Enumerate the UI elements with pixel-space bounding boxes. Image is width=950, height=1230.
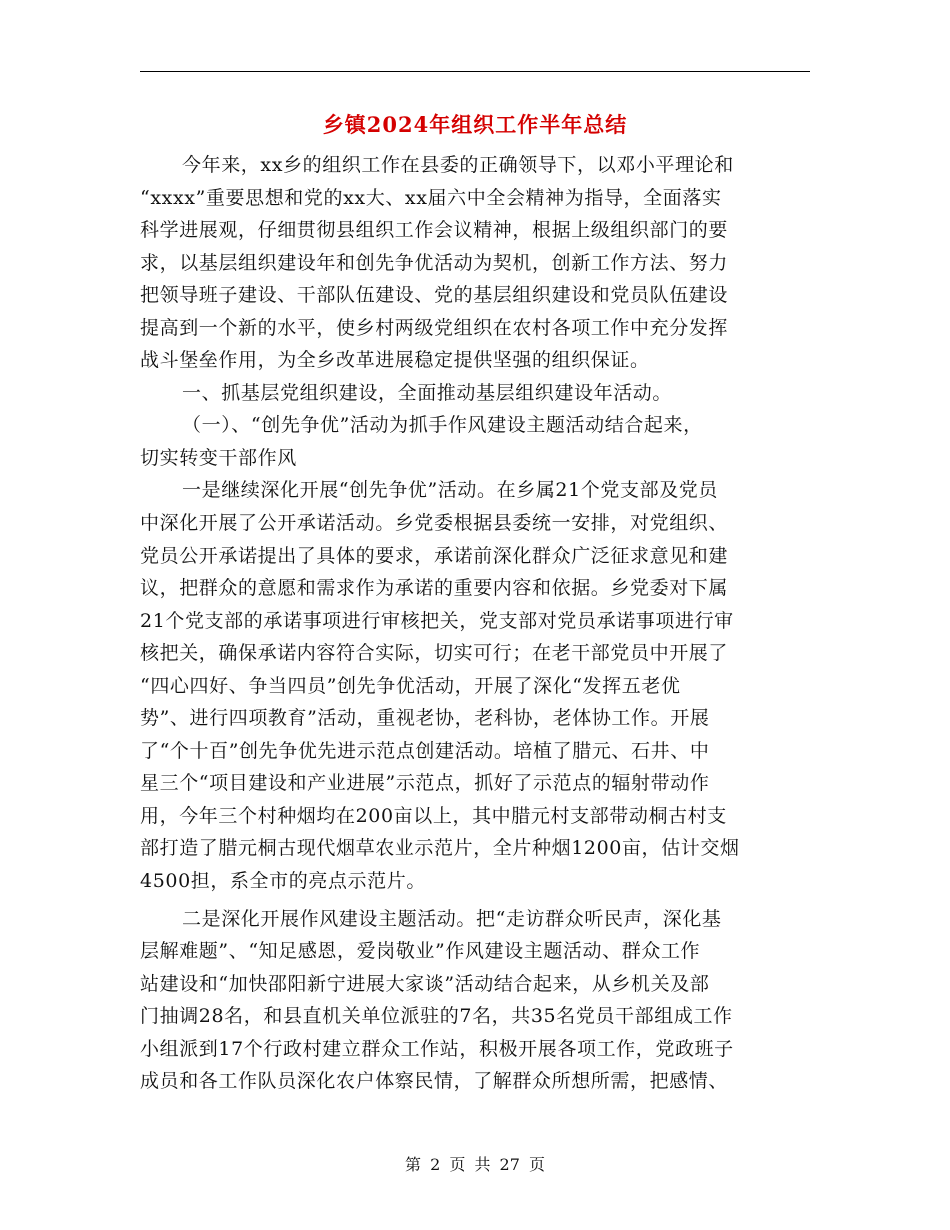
body-line: 门抽调28名，和县直机关单位派驻的7名，共35名党员干部组成工作 <box>140 1005 733 1028</box>
body-line: 站建设和“加快邵阳新宁进展大家谈”活动结合起来，从乡机关及部 <box>140 972 710 995</box>
body-line: 星三个“项目建设和产业进展”示范点，抓好了示范点的辐射带动作 <box>140 772 710 795</box>
body-line: 战斗堡垒作用，为全乡改革进展稳定提供坚强的组织保证。 <box>140 349 650 372</box>
body-line: 小组派到17个行政村建立群众工作站，积极开展各项工作，党政班子 <box>140 1037 734 1060</box>
body-line: 议，把群众的意愿和需求作为承诺的重要内容和依据。乡党委对下属 <box>140 577 729 600</box>
body-line: 用，今年三个村种烟均在200亩以上，其中腊元村支部带动桐古村支 <box>140 804 727 827</box>
body-line: 科学进展观，仔细贯彻县组织工作会议精神，根据上级组织部门的要 <box>140 219 729 242</box>
body-line: 了“个十百”创先争优先进示范点创建活动。培植了腊元、石井、中 <box>140 739 710 762</box>
body-line: 求，以基层组织建设年和创先争优活动为契机，创新工作方法、努力 <box>140 251 729 274</box>
body-line: 把领导班子建设、干部队伍建设、党的基层组织建设和党员队伍建设 <box>140 284 729 307</box>
body-line: 核把关，确保承诺内容符合实际，切实可行；在老干部党员中开展了 <box>140 642 729 665</box>
body-line: 层解难题”、“知足感恩，爱岗敬业”作风建设主题活动、群众工作 <box>140 940 701 963</box>
body-line: 提高到一个新的水平，使乡村两级党组织在农村各项工作中充分发挥 <box>140 316 729 339</box>
subsection-heading: （一）、“创先争优”活动为抓手作风建设主题活动结合起来， <box>182 414 703 437</box>
body-line: 二是深化开展作风建设主题活动。把“走访群众听民声，深化基 <box>182 907 722 930</box>
body-line: 部打造了腊元桐古现代烟草农业示范片，全片种烟1200亩，估计交烟 <box>140 837 740 860</box>
body-line: “xxxx”重要思想和党的xx大、xx届六中全会精神为指导，全面落实 <box>140 186 722 209</box>
body-line: 势”、进行四项教育”活动，重视老协，老科协，老体协工作。开展 <box>140 707 710 730</box>
document-title: 乡镇2024年组织工作半年总结 <box>322 112 628 137</box>
body-line: 21个党支部的承诺事项进行审核把关，党支部对党员承诺事项进行审 <box>140 609 734 632</box>
subsection-heading-continued: 切实转变干部作风 <box>140 446 297 469</box>
page-number: 第 2 页 共 27 页 <box>405 1155 545 1174</box>
body-line: 中深化开展了公开承诺活动。乡党委根据县委统一安排，对党组织、 <box>140 512 729 535</box>
section-heading: 一、抓基层党组织建设，全面推动基层组织建设年活动。 <box>182 381 673 404</box>
body-line: 一是继续深化开展“创先争优”活动。在乡属21个党支部及党员 <box>182 479 719 502</box>
header-rule <box>140 71 810 72</box>
document-body <box>140 149 810 1098</box>
body-line: 今年来，xx乡的组织工作在县委的正确领导下，以邓小平理论和 <box>182 154 734 176</box>
body-line: 成员和各工作队员深化农户体察民情，了解群众所想所需，把感情、 <box>140 1070 729 1093</box>
body-line: 4500担，系全市的亮点示范片。 <box>140 870 426 893</box>
body-line: 党员公开承诺提出了具体的要求，承诺前深化群众广泛征求意见和建 <box>140 544 729 567</box>
body-line: “四心四好、争当四员”创先争优活动，开展了深化“发挥五老优 <box>140 674 681 697</box>
